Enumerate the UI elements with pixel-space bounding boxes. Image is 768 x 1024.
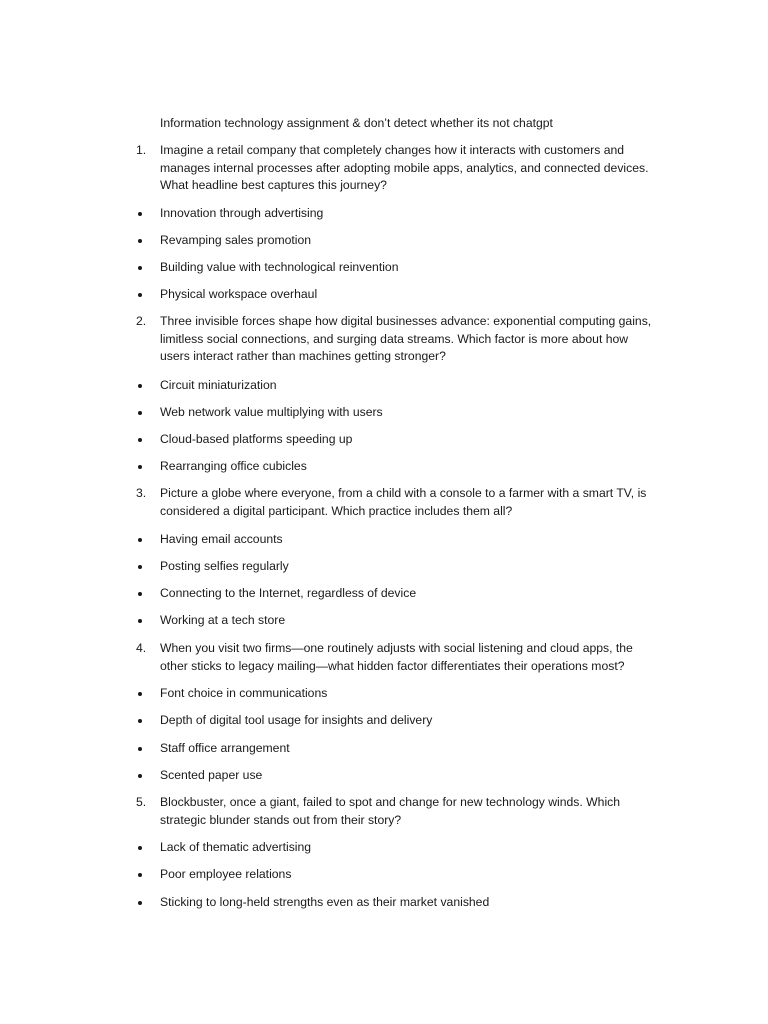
bullet-icon [138, 239, 142, 243]
list-item [136, 259, 656, 277]
list-item [136, 894, 656, 912]
question-2 [136, 313, 656, 366]
list-item [136, 839, 656, 857]
list-item [136, 866, 656, 884]
list-item [136, 431, 656, 449]
option-text: Working at a tech store [160, 613, 286, 627]
document-title: Information technology assignment & don’t detect whether its not chatgpt [160, 116, 553, 130]
list-item [136, 612, 656, 630]
bullet-icon [138, 565, 142, 569]
bullet-icon [138, 538, 142, 542]
bullet-icon [138, 747, 142, 751]
question-number: 1. [136, 143, 147, 157]
option-text: Physical workspace overhaul [160, 287, 318, 301]
list-item [136, 712, 656, 730]
question-3 [136, 485, 656, 520]
list-item [136, 205, 656, 223]
list-item [136, 585, 656, 603]
option-text: Lack of thematic advertising [160, 840, 312, 854]
option-text: Revamping sales promotion [160, 233, 312, 247]
question-5 [136, 794, 656, 829]
list-item [136, 458, 656, 476]
question-number: 3. [136, 486, 147, 500]
option-text: Font choice in communications [160, 686, 328, 700]
question-text: Three invisible forces shape how digital businesses advance: exponential computing gains, limitless social connections, and surging data streams. Which factor is more about how users interact rather than machines getting stronger? [160, 314, 652, 363]
bullet-icon [138, 266, 142, 270]
bullet-icon [138, 438, 142, 442]
list-item [136, 377, 656, 395]
option-text: Poor employee relations [160, 867, 292, 881]
question-text: Blockbuster, once a giant, failed to spot and change for new technology winds. Which strategic blunder stands out from their story? [160, 795, 621, 827]
bullet-icon [138, 719, 142, 723]
option-text: Having email accounts [160, 532, 283, 546]
option-text: Scented paper use [160, 768, 263, 782]
question-4 [136, 640, 656, 675]
option-text: Posting selfies regularly [160, 559, 289, 573]
bullet-icon [138, 873, 142, 877]
option-text: Staff office arrangement [160, 741, 290, 755]
bullet-icon [138, 901, 142, 905]
bullet-icon [138, 774, 142, 778]
question-1 [136, 142, 656, 195]
question-number: 5. [136, 795, 147, 809]
bullet-icon [138, 384, 142, 388]
list-item [136, 286, 656, 304]
option-text: Depth of digital tool usage for insights and delivery [160, 713, 433, 727]
bullet-icon [138, 465, 142, 469]
question-text: When you visit two firms—one routinely adjusts with social listening and cloud apps, the other sticks to legacy mailing—what hidden factor differentiates their operations most? [160, 641, 633, 673]
bullet-icon [138, 411, 142, 415]
option-text: Innovation through advertising [160, 206, 324, 220]
bullet-icon [138, 692, 142, 696]
list-item [136, 558, 656, 576]
question-text: Imagine a retail company that completely changes how it interacts with customers and manages internal processes after adopting mobile apps, analytics, and connected devices. What headline best captures this journey? [160, 143, 649, 192]
question-number: 2. [136, 314, 147, 328]
list-item [136, 404, 656, 422]
option-text: Circuit miniaturization [160, 378, 277, 392]
bullet-icon [138, 212, 142, 216]
question-number: 4. [136, 641, 147, 655]
list-item [136, 531, 656, 549]
option-text: Sticking to long-held strengths even as their market vanished [160, 895, 490, 909]
bullet-icon [138, 293, 142, 297]
list-item [136, 232, 656, 250]
question-text: Picture a globe where everyone, from a child with a console to a farmer with a smart TV, is considered a digital participant. Which practice includes them all? [160, 486, 647, 518]
list-item [136, 767, 656, 785]
bullet-icon [138, 619, 142, 623]
option-text: Building value with technological reinvention [160, 260, 399, 274]
option-text: Cloud-based platforms speeding up [160, 432, 353, 446]
option-text: Rearranging office cubicles [160, 459, 307, 473]
bullet-icon [138, 846, 142, 850]
list-item [136, 685, 656, 703]
option-text: Web network value multiplying with users [160, 405, 383, 419]
bullet-icon [138, 592, 142, 596]
list-item [136, 740, 656, 758]
option-text: Connecting to the Internet, regardless of device [160, 586, 417, 600]
